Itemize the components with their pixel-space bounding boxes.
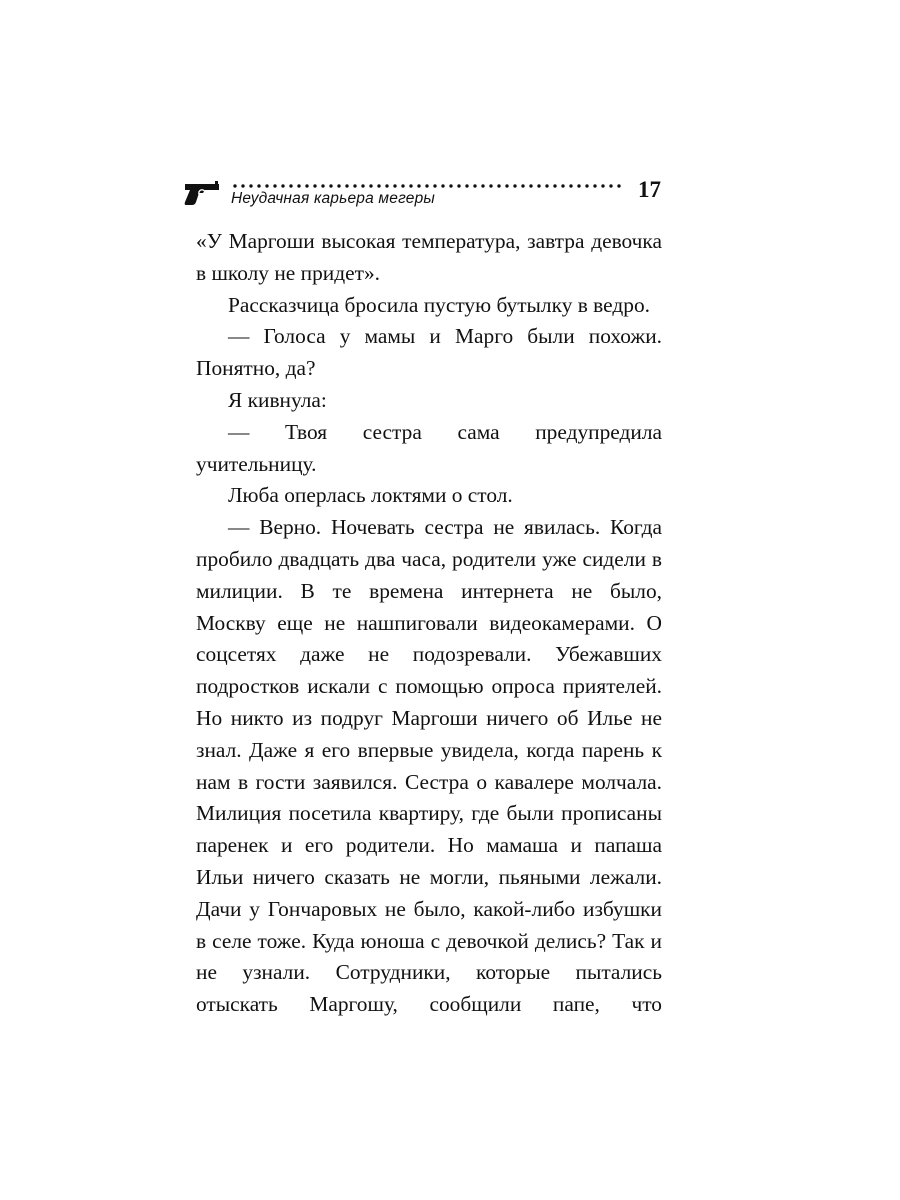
paragraph: «У Маргоши высокая температура, завтра девочка в школу не придет». (196, 229, 662, 285)
page-number: 17 (638, 177, 661, 202)
dotted-rule (231, 182, 623, 190)
paragraph: Я кивнула: (228, 387, 327, 412)
paragraph: Рассказчица бросила пустую бутылку в ведро. (228, 292, 650, 317)
revolver-icon (183, 180, 223, 206)
paragraph: — Голоса у мамы и Марго были похожи. Понятно, да? (196, 324, 662, 381)
body-text (196, 226, 662, 1021)
paragraph: — Верно. Ночевать сестра не явилась. Когда пробило двадцать два часа, родители уже сидели в милиции. В те времена интернета не было, Москву еще не нашпиговали видеокамерами. О соцсетях даже не подозревали. Убежавших подростков искали с помощью опроса приятелей. Но никто из подруг Маргоши ничего об Илье не знал. Даже я его впервые увидела, когда парень к нам в гости заявился. Сестра о кавалере молчала. Милиция посетила квартиру, где были прописаны паренек и его родители. Но мамаша и папаша Ильи ничего сказать не могли, пьяными лежали. Дачи у Гончаровых не было, какой-либо избушки в селе тоже. Куда юноша с девочкой делись? Так и не узнали. Сотрудники, которые пытались отыскать Маргошу, сообщили папе, что (196, 515, 662, 1017)
running-header (183, 178, 663, 214)
paragraph: Люба оперлась локтями о стол. (228, 483, 513, 508)
running-title: Неудачная карьера мегеры (231, 190, 435, 207)
paragraph: — Твоя сестра сама предупредила учительницу. (196, 419, 662, 476)
